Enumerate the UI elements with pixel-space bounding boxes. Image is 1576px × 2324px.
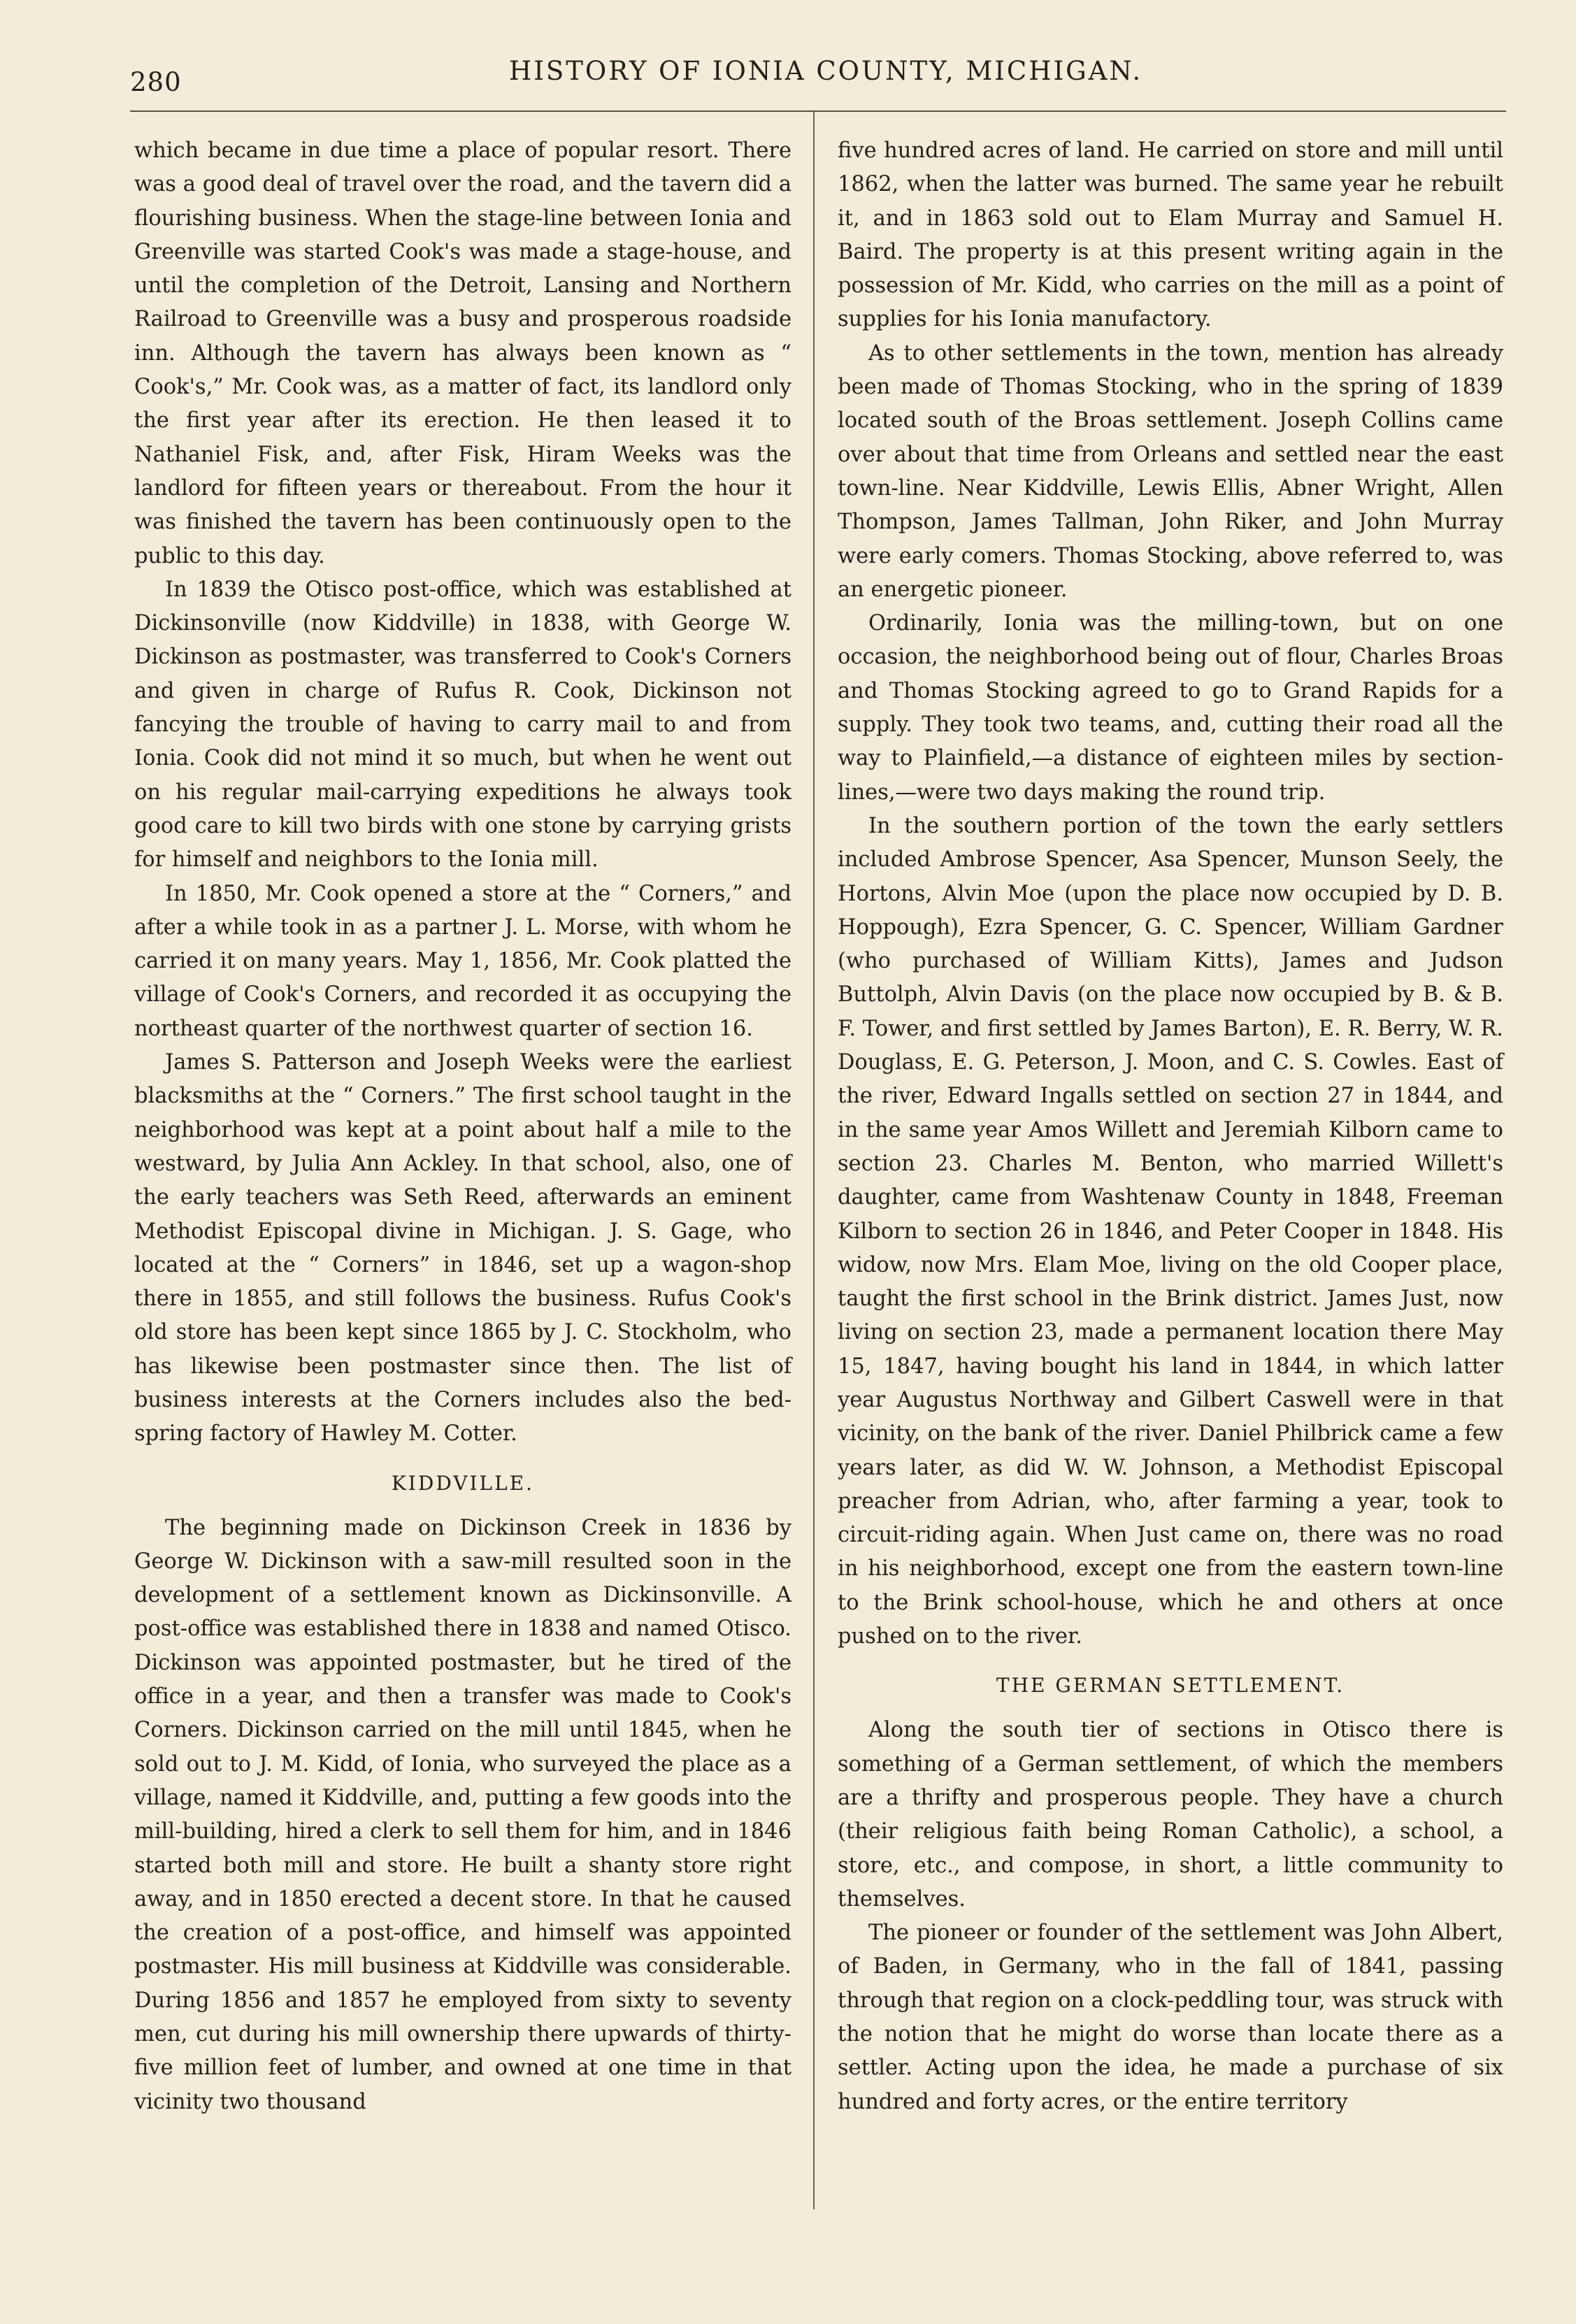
paragraph: Ordinarily, Ionia was the milling-town, but on one occasion, the neighborhood being out of flour, Charles Broas and Thomas Stocking agreed to go to Grand Rapids for a supply. They took two teams, and, cutting their road all the way to Plainfield,—a distance of eighteen miles by section-lines,—were two days making the round trip. [838, 611, 1503, 805]
paragraph: The beginning made on Dickinson Creek in 1836 by George W. Dickinson with a saw-mill resulted soon in the development of a settlement known as Dickinsonville. A post-office was established there in 1838 and named Otisco. Dickinson was appointed postmaster, but he tired of the office in a year, and then a transfer was made to Cook's Corners. Dickinson carried on the mill until 1845, when he sold out to J. M. Kidd, of Ionia, who surveyed the place as a village, named it Kiddville, and, putting a few goods into the mill-building, hired a clerk to sell them for him, and in 1846 started both mill and store. He built a shanty store right away, and in 1850 erected a decent store. In that he caused the creation of a post-office, and himself was appointed postmaster. His mill business at Kiddville was considerable. During 1856 and 1857 he employed from sixty to seventy men, cut during his mill ownership there upwards of thirty-five million feet of lumber, and owned at one time in that vicinity two thousand [134, 1515, 791, 2114]
paragraph: In 1850, Mr. Cook opened a store at the “ Corners,” and after a while took in as a partner J. L. Morse, with whom he carried it on many years. May 1, 1856, Mr. Cook platted the village of Cook's Corners, and recorded it as occupying the northeast quarter of the northwest quarter of section 16. [134, 881, 791, 1041]
paragraph: Along the south tier of sections in Otisco there is something of a German settlement, of which the members are a thrifty and prosperous people. They have a church (their religious faith being Roman Catholic), a school, a store, etc., and compose, in short, a little community to themselves. [838, 1718, 1503, 1911]
paragraph: The pioneer or founder of the settlement was John Albert, of Baden, in Germany, who in the fall of 1841, passing through that region on a clock-peddling tour, was struck with the notion that he might do worse than locate there as a settler. Acting upon the idea, he made a purchase of six hundred and forty acres, or the entire territory [838, 1921, 1503, 2114]
paragraph: As to other settlements in the town, mention has already been made of Thomas Stocking, who in the spring of 1839 located south of the Broas settlement. Joseph Collins came over about that time from Orleans and settled near the east town-line. Near Kiddville, Lewis Ellis, Abner Wright, Allen Thompson, James Tallman, John Riker, and John Murray were early comers. Thomas Stocking, above referred to, was an energetic pioneer. [838, 340, 1503, 602]
running-head: HISTORY OF IONIA COUNTY, MICHIGAN. [509, 56, 1143, 86]
left-column [134, 134, 791, 2119]
section-heading-kiddville: KIDDVILLE. [391, 1471, 535, 1495]
paragraph: James S. Patterson and Joseph Weeks were the earliest blacksmiths at the “ Corners.” The first school taught in the neighborhood was kept at a point about half a mile to the westward, by Julia Ann Ackley. In that school, also, one of the early teachers was Seth Reed, afterwards an eminent Methodist Episcopal divine in Michigan. J. S. Gage, who located at the “ Corners” in 1846, set up a wagon-shop there in 1855, and still follows the business. Rufus Cook's old store has been kept since 1865 by J. C. Stockholm, who has likewise been postmaster since then. The list of business interests at the Corners includes also the bed-spring factory of Hawley M. Cotter. [134, 1050, 791, 1447]
section-heading-german-settlement: THE GERMAN SETTLEMENT. [996, 1674, 1345, 1698]
paragraph: In 1839 the Otisco post-office, which was established at Dickinsonville (now Kiddville) in 1838, with George W. Dickinson as postmaster, was transferred to Cook's Corners and given in charge of Rufus R. Cook, Dickinson not fancying the trouble of having to carry mail to and from Ionia. Cook did not mind it so much, but when he went out on his regular mail-carrying expeditions he always took good care to kill two birds with one stone by carrying grists for himself and neighbors to the Ionia mill. [134, 577, 791, 873]
paragraph: In the southern portion of the town the early settlers included Ambrose Spencer, Asa Spencer, Munson Seely, the Hortons, Alvin Moe (upon the place now occupied by D. B. Hoppough), Ezra Spencer, G. C. Spencer, William Gardner (who purchased of William Kitts), James and Judson Buttolph, Alvin Davis (on the place now occupied by B. & B. F. Tower, and first settled by James Barton), E. R. Berry, W. R. Douglass, E. G. Peterson, J. Moon, and C. S. Cowles. East of the river, Edward Ingalls settled on section 27 in 1844, and in the same year Amos Willett and Jeremiah Kilborn came to section 23. Charles M. Benton, who married Willett's daughter, came from Washtenaw County in 1848, Freeman Kilborn to section 26 in 1846, and Peter Cooper in 1848. His widow, now Mrs. Elam Moe, living on the old Cooper place, taught the first school in the Brink district. James Just, now living on section 23, made a permanent location there May 15, 1847, having bought his land in 1844, in which latter year Augustus Northway and Gilbert Caswell were in that vicinity, on the bank of the river. Daniel Philbrick came a few years later, as did W. W. Johnson, a Methodist Episcopal preacher from Adrian, who, after farming a year, took to circuit-riding again. When Just came on, there was no road in his neighborhood, except one from the eastern town-line to the Brink school-house, which he and others at once pushed on to the river. [838, 813, 1503, 1649]
paragraph: five hundred acres of land. He carried on store and mill until 1862, when the latter was burned. The same year he rebuilt it, and in 1863 sold out to Elam Murray and Samuel H. Baird. The property is at this present writing again in the possession of Mr. Kidd, who carries on the mill as a point of supplies for his Ionia manufactory. [838, 138, 1503, 332]
column-divider [813, 112, 815, 2209]
header-rule [130, 110, 1506, 112]
paragraph: which became in due time a place of popular resort. There was a good deal of travel over the road, and the tavern did a flourishing business. When the stage-line between Ionia and Greenville was started Cook's was made a stage-house, and until the completion of the Detroit, Lansing and Northern Railroad to Greenville was a busy and prosperous roadside inn. Although the tavern has always been known as “ Cook's,” Mr. Cook was, as a matter of fact, its landlord only the first year after its erection. He then leased it to Nathaniel Fisk, and, after Fisk, Hiram Weeks was the landlord for fifteen years or thereabout. From the hour it was finished the tavern has been continuously open to the public to this day. [134, 138, 791, 568]
page-number: 280 [130, 67, 182, 97]
right-column [838, 134, 1503, 2119]
